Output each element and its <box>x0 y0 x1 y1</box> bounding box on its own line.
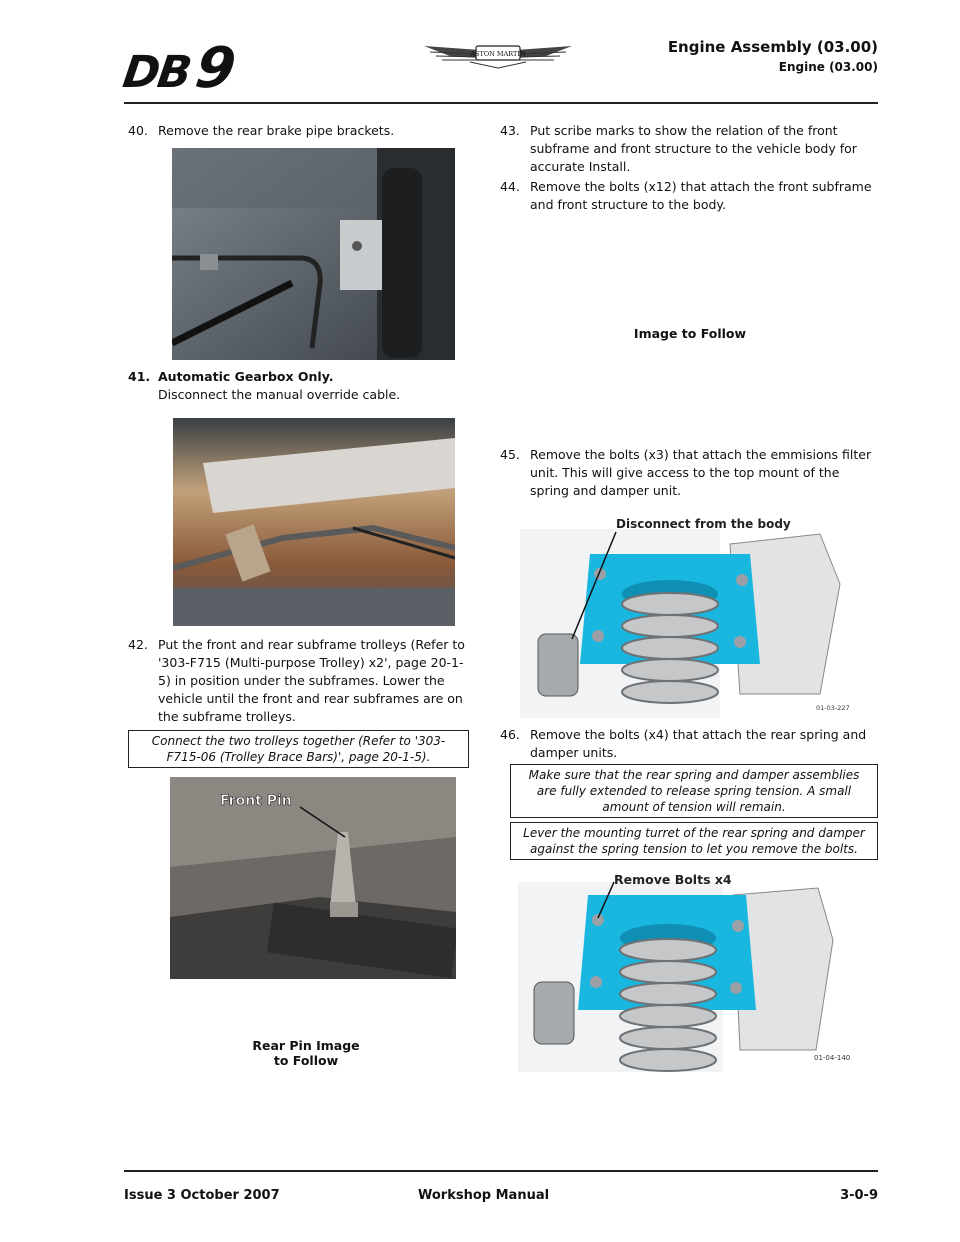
step-number: 44. <box>500 179 520 194</box>
step-heading: Automatic Gearbox Only. <box>158 369 334 384</box>
disconnect-label: Disconnect from the body <box>616 517 791 531</box>
diagram-disconnect-from-body <box>520 514 862 718</box>
page-title: Engine Assembly (03.00) <box>667 38 878 56</box>
step-text: Disconnect the manual override cable. <box>158 387 401 402</box>
step-number: 42. <box>128 637 148 652</box>
footer-manual: Workshop Manual <box>418 1188 550 1203</box>
brand-badge-text: ASTON MARTIN <box>470 50 526 58</box>
step-text: Remove the bolts (x12) that attach the front subframe and front structure to the body. <box>530 179 872 212</box>
rear-pin-placeholder <box>200 1038 412 1068</box>
footer-page-number: 3-0-9 <box>840 1188 878 1203</box>
photo-manual-override-cable <box>173 418 455 626</box>
step-45 <box>500 446 878 500</box>
step-number: 43. <box>500 123 520 138</box>
rear-pin-line2: to Follow <box>273 1053 339 1068</box>
step-text: Put scribe marks to show the relation of the front subframe and front structure to the vehicle body for accurate Install. <box>530 123 857 174</box>
diagram-remove-bolts <box>518 870 856 1072</box>
step-number: 40. <box>128 123 148 138</box>
step-42 <box>128 636 468 726</box>
db9-logo <box>119 36 237 101</box>
disconnect-code: 01-03-227 <box>816 704 850 712</box>
step-46 <box>500 726 878 762</box>
step-40 <box>128 122 468 140</box>
note-extended: Make sure that the rear spring and damper assemblies are fully extended to release spring tension. A small amount of tension will remain. <box>510 764 878 818</box>
rear-pin-line1: Rear Pin Image <box>252 1038 360 1053</box>
step-number: 41. <box>128 369 151 384</box>
step-text: Remove the bolts (x4) that attach the rear spring and damper units. <box>530 727 867 760</box>
aston-martin-wings-icon <box>420 34 576 74</box>
image-to-follow-placeholder: Image to Follow <box>633 326 747 341</box>
logo-nine-text: 9 <box>191 36 238 101</box>
step-number: 46. <box>500 727 520 742</box>
step-41 <box>128 368 468 404</box>
logo-db-text: DB <box>119 47 194 98</box>
remove-bolts-label: Remove Bolts x4 <box>614 872 732 887</box>
note-lever: Lever the mounting turret of the rear spring and damper against the spring tension to let you remove the bolts. <box>510 822 878 860</box>
step-number: 45. <box>500 447 520 462</box>
front-pin-label: Front Pin <box>220 793 292 809</box>
note-trolleys: Connect the two trolleys together (Refer to '303-F715-06 (Trolley Brace Bars)', page 20-1-5). <box>128 730 469 768</box>
step-text: Remove the bolts (x3) that attach the emmisions filter unit. This will give access to the top mount of the spring and damper unit. <box>530 447 872 498</box>
step-text: Remove the rear brake pipe brackets. <box>158 123 395 138</box>
photo-brake-pipe-brackets <box>172 148 455 360</box>
step-text: Put the front and rear subframe trolleys (Refer to '303-F715 (Multi-purpose Trolley) x2', page 20-1-5) in position under the subframes. Lower the vehicle until the front and rear subframes are on the subframe trolleys. <box>158 637 465 724</box>
page-subtitle: Engine (03.00) <box>778 60 878 74</box>
step-43 <box>500 122 878 176</box>
footer-issue: Issue 3 October 2007 <box>124 1188 280 1203</box>
remove-bolts-code: 01-04-140 <box>814 1054 851 1062</box>
step-44 <box>500 178 878 214</box>
photo-front-pin <box>170 777 456 979</box>
header-rule <box>124 102 878 104</box>
footer-rule <box>124 1170 878 1172</box>
